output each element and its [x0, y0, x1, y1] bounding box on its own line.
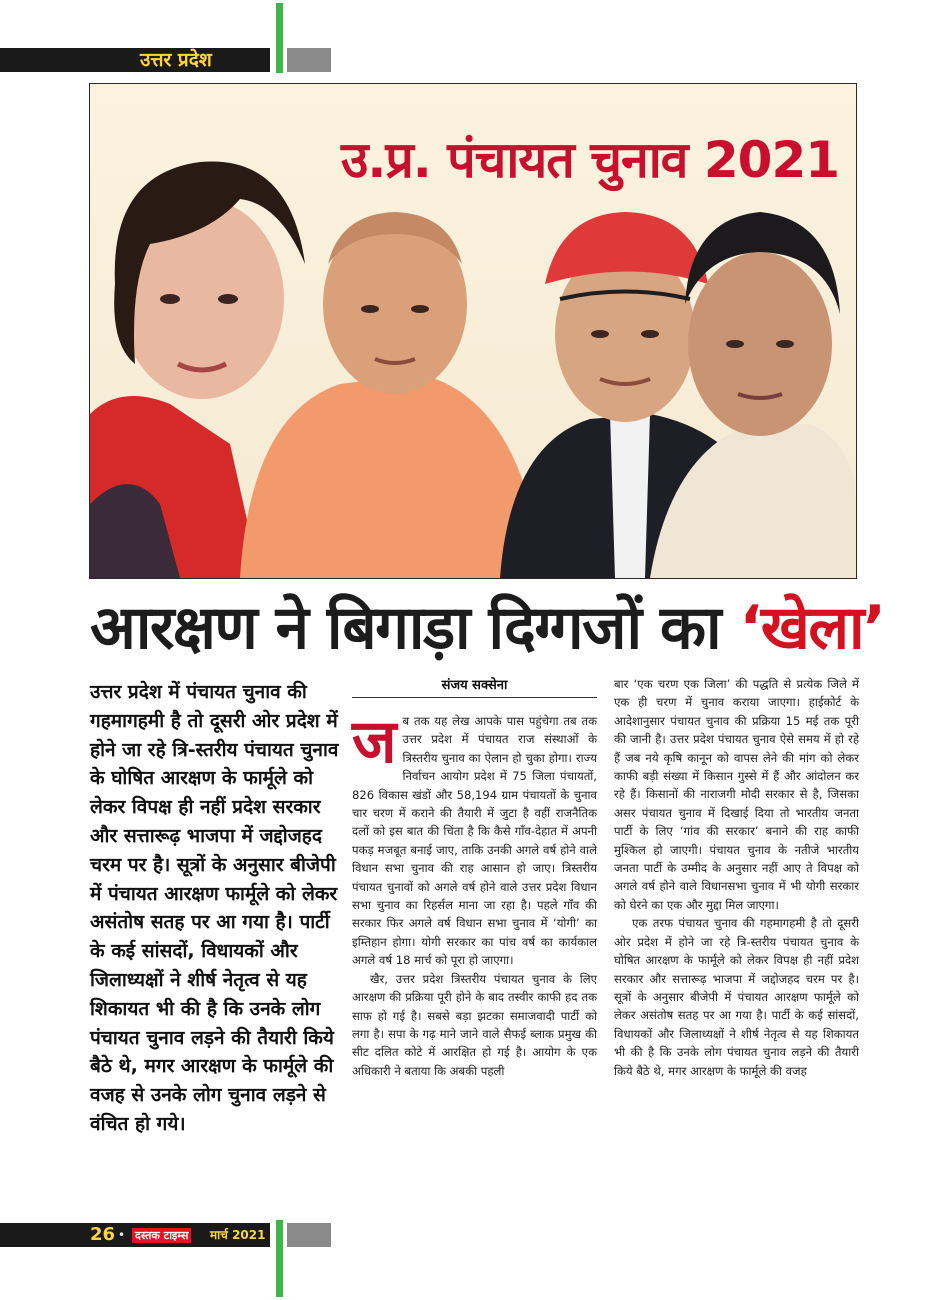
article-column-middle	[352, 707, 597, 1080]
page-number: 26	[90, 1224, 116, 1245]
article-paragraph-4: एक तरफ पंचायत चुनाव की गहमागहमी है तो दूसरी ओर प्रदेश में होने जा रहे त्रि-स्तरीय पंचायत चुनाव के घोषित आरक्षण के फार्मूले को लेकर विपक्ष ही नहीं प्रदेश सरकार और सत्तारूढ़ भाजपा में जद्दोजहद चरम पर है। सूत्रों के अनुसार बीजेपी में पंचायत आरक्षण फार्मूले को लेकर असंतोष सतह पर आ गया है। पार्टी के कई सांसदों, विधायकों और जिलाध्यक्षों ने शीर्ष नेतृत्व से यह शिकायत भी की है कि उनके लोग पंचायत चुनाव लड़ने की तैयारी किये बैठे थे, मगर आरक्षण के फार्मूले की वजह	[614, 916, 859, 1078]
article-headline	[90, 588, 885, 668]
footer-bar-grey	[287, 1223, 331, 1247]
drop-cap: ज	[352, 707, 397, 777]
magazine-logo: दस्तक टाइम्स	[132, 1228, 191, 1243]
article-column-right	[614, 675, 859, 1080]
headline-main: आरक्षण ने बिगाड़ा दिग्गजों का	[90, 593, 740, 663]
lead-paragraph: उत्तर प्रदेश में पंचायत चुनाव की गहमागहमी है तो दूसरी ओर प्रदेश में होने जा रहे त्रि-स्तरीय पंचायत चुनाव के घोषित आरक्षण के फार्मूले को लेकर विपक्ष ही नहीं प्रदेश सरकार और सत्तारूढ़ भाजपा में जद्दोजहद चरम पर है। सूत्रों के अनुसार बीजेपी में पंचायत आरक्षण फार्मूले को लेकर असंतोष सतह पर आ गया है। पार्टी के कई सांसदों, विधायकों और जिलाध्यक्षों ने शीर्ष नेतृत्व से यह शिकायत भी की है कि उनके लोग पंचायत चुनाव लड़ने की तैयारी किये बैठे थे, मगर आरक्षण के फार्मूले की वजह से उनके लोग चुनाव लड़ने से वंचित हो गये।	[90, 681, 339, 1135]
footer-bullet: •	[118, 1228, 126, 1242]
header-bar-grey	[287, 48, 331, 72]
article-paragraph-1	[352, 707, 597, 970]
photo-title: उ.प्र. पंचायत चुनाव 2021	[340, 131, 840, 189]
issue-date: मार्च 2021	[210, 1228, 266, 1242]
headline-highlight: ‘खेला’	[739, 593, 885, 663]
article-paragraph-1-text: ब तक यह लेख आपके पास पहुंचेगा तब तक उत्तर प्रदेश में पंचायत राज संस्थाओं के त्रिस्तरीय चुनाव का ऐलान हो चुका होगा। राज्य निर्वाचन आयोग प्रदेश में 75 जिला पंचायतों, 826 विकास खंडों और 58,194 ग्राम पंचायतों के चुनाव चार चरण में कराने की तैयारी में जुटा है वहीं राजनैतिक दलों को इस बात की चिंता है कि कैसे गाँव-देहात में अपनी पकड़ मजबूत बनाई जाए, ताकि उनकी अगले वर्ष होने वाले विधान सभा चुनाव की राह आसान हो जाए। त्रिस्तरीय पंचायत चुनावों को अगले वर्ष होने वाले उत्तर प्रदेश विधान सभा चुनाव का रिहर्सल माना जा रहा है। पहले गाँव की सरकार फिर अगले वर्ष विधान सभा चुनाव में ‘योगी’ का इम्तिहान होगा। योगी सरकार का पांच वर्ष का कार्यकाल अगले वर्ष 18 मार्च को पूरा हो जाएगा।	[352, 714, 597, 968]
article-paragraph-3: बार ‘एक चरण एक जिला’ की पद्धति से प्रत्येक जिले में एक ही चरण में चुनाव कराया जाएगा। हाईकोर्ट के आदेशानुसार पंचायत चुनाव की प्रक्रिया 15 मई तक पूरी की जानी है। उत्तर प्रदेश पंचायत चुनाव ऐसे समय में हो रहे हैं जब नये कृषि कानून को वापस लेने की मांग को लेकर काफी बड़ी संख्या में किसान गुस्से में हैं और आंदोलन कर रहे हैं। किसानों की नाराजगी मोदी सरकार से है, जिसका असर पंचायत चुनाव में दिखाई दिया तो भारतीय जनता पार्टी के लिए ‘गांव की सरकार’ बनाने की राह काफी मुश्किल हो जाएगी। पंचायत चुनाव के नतीजे भारतीय जनता पार्टी के उम्मीद के अनुसार नहीं आए ते विपक्ष को अगले वर्ष होने वाले विधानसभा चुनाव में भी योगी सरकार को घेरने का एक और मुद्दा मिल जाएगा।	[614, 677, 859, 912]
section-label: उत्तर प्रदेश	[140, 49, 212, 71]
footer-green-bar	[276, 1220, 283, 1297]
article-paragraph-2: खैर, उत्तर प्रदेश त्रिस्तरीय पंचायत चुनाव के लिए आरक्षण की प्रक्रिया पूरी होने के बाद तस्वीर काफी हद तक साफ हो गई है। सबसे बड़ा झटका समाजवादी पार्टी को लगा है। सपा के गढ़ माने जाने वाले सैफई ब्लाक प्रमुख की सीट दलित कोटे में आरक्षित हो गई है। आयोग के एक अधिकारी ने बताया कि अबकी पहली	[352, 971, 597, 1078]
author-byline: संजय सक्सेना	[352, 675, 597, 698]
header-bar-black	[0, 48, 270, 72]
lead-photo	[89, 83, 857, 579]
person-2-figure	[240, 212, 540, 578]
